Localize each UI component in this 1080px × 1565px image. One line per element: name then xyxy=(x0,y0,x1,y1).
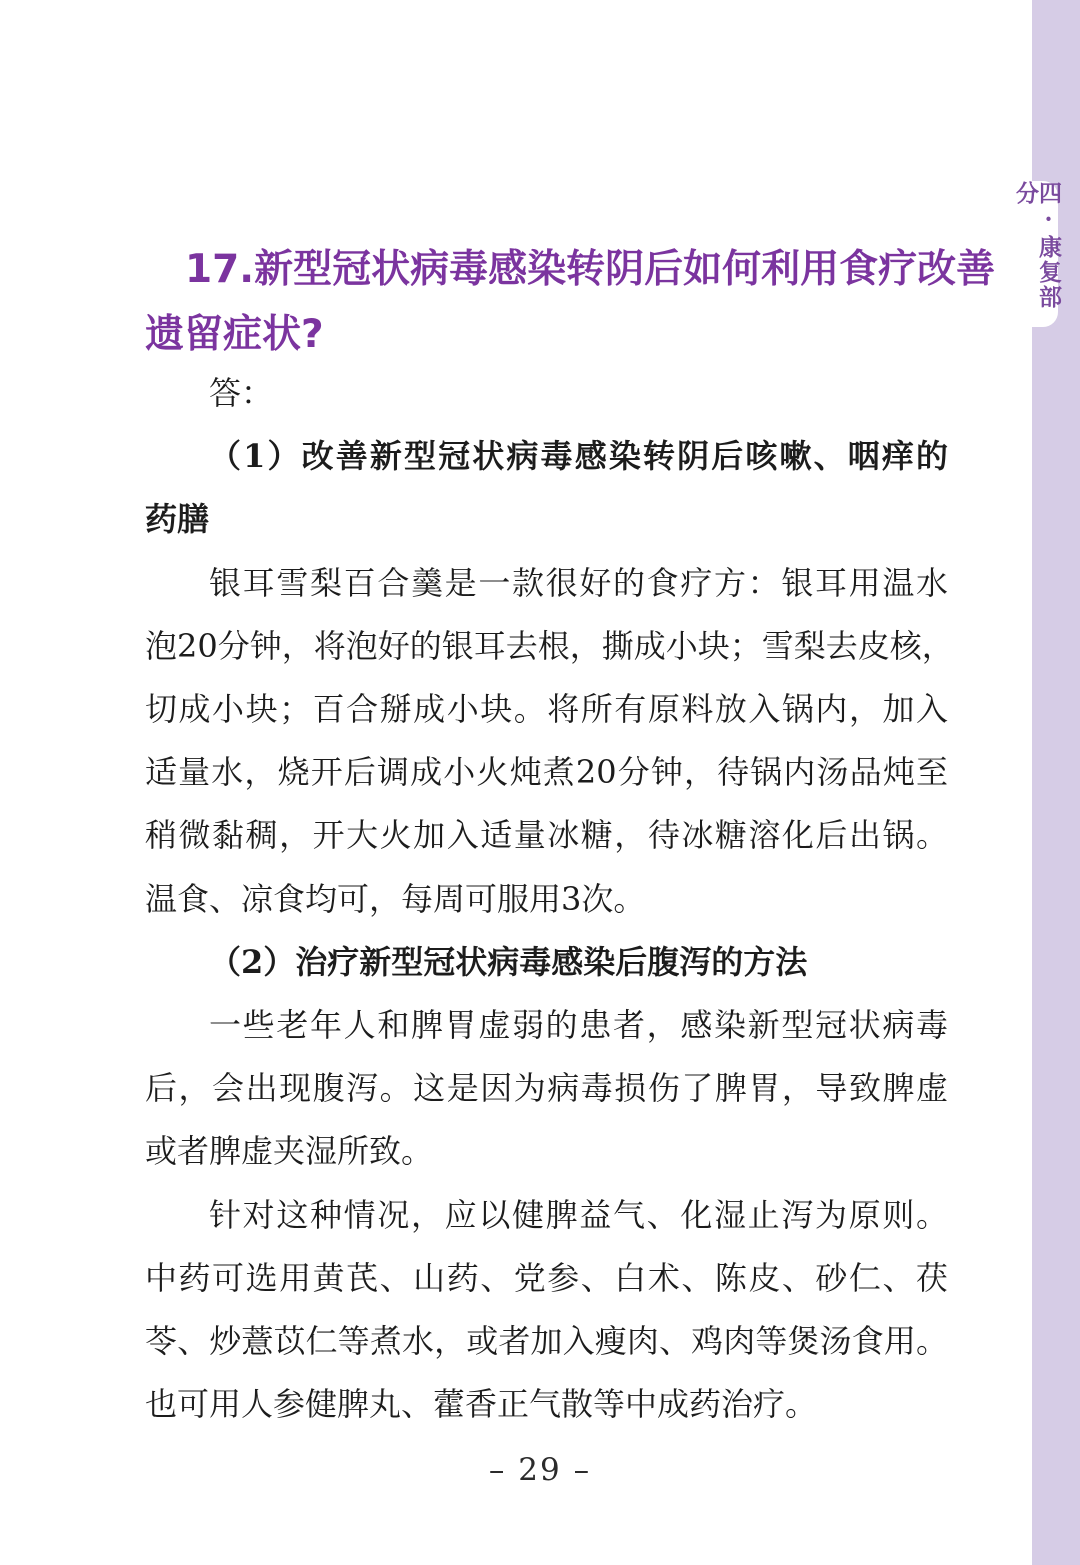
section-tab-label: 四·康复部分 xyxy=(1012,181,1062,310)
question-heading xyxy=(145,237,996,367)
body-line: 针对这种情况，应以健脾益气、化湿止泻为原则。 xyxy=(209,1195,948,1234)
answer-body xyxy=(145,362,954,1436)
body-line: 适量水，烧开后调成小火炖煮20分钟，待锅内汤品炖至 xyxy=(145,753,948,792)
body-line: 切成小块；百合掰成小块。将所有原料放入锅内，加入 xyxy=(145,690,948,729)
body-line: 银耳雪梨百合羹是一款很好的食疗方：银耳用温水 xyxy=(209,563,948,602)
page-number: – 29 – xyxy=(488,1452,592,1488)
body-line: 答： xyxy=(209,374,274,412)
body-line: 稍微黏稠，开大火加入适量冰糖，待冰糖溶化后出锅。 xyxy=(145,816,948,855)
section-tab xyxy=(1012,181,1062,327)
body-line: 中药可选用黄芪、山药、党参、白术、陈皮、砂仁、茯 xyxy=(145,1258,948,1297)
body-line: （1）改善新型冠状病毒感染转阴后咳嗽、咽痒的 xyxy=(209,437,948,476)
body-line: （2）治疗新型冠状病毒感染后腹泻的方法 xyxy=(209,942,808,981)
body-line: 药膳 xyxy=(145,500,210,539)
body-line: 一些老年人和脾胃虚弱的患者，感染新型冠状病毒 xyxy=(209,1006,948,1045)
body-line: 或者脾虚夹湿所致。 xyxy=(145,1132,434,1171)
body-line: 泡20分钟，将泡好的银耳去根，撕成小块；雪梨去皮核， xyxy=(145,626,954,665)
body-line: 苓、炒薏苡仁等煮水，或者加入瘦肉、鸡肉等煲汤食用。 xyxy=(145,1322,948,1361)
heading-line: 17.新型冠状病毒感染转阴后如何利用食疗改善 xyxy=(185,247,996,292)
body-line: 也可用人参健脾丸、藿香正气散等中成药治疗。 xyxy=(145,1385,818,1424)
body-line: 后，会出现腹泻。这是因为病毒损伤了脾胃，导致脾虚 xyxy=(145,1069,948,1108)
body-line: 温食、凉食均可，每周可服用3次。 xyxy=(145,879,646,918)
heading-line: 遗留症状? xyxy=(145,312,324,357)
